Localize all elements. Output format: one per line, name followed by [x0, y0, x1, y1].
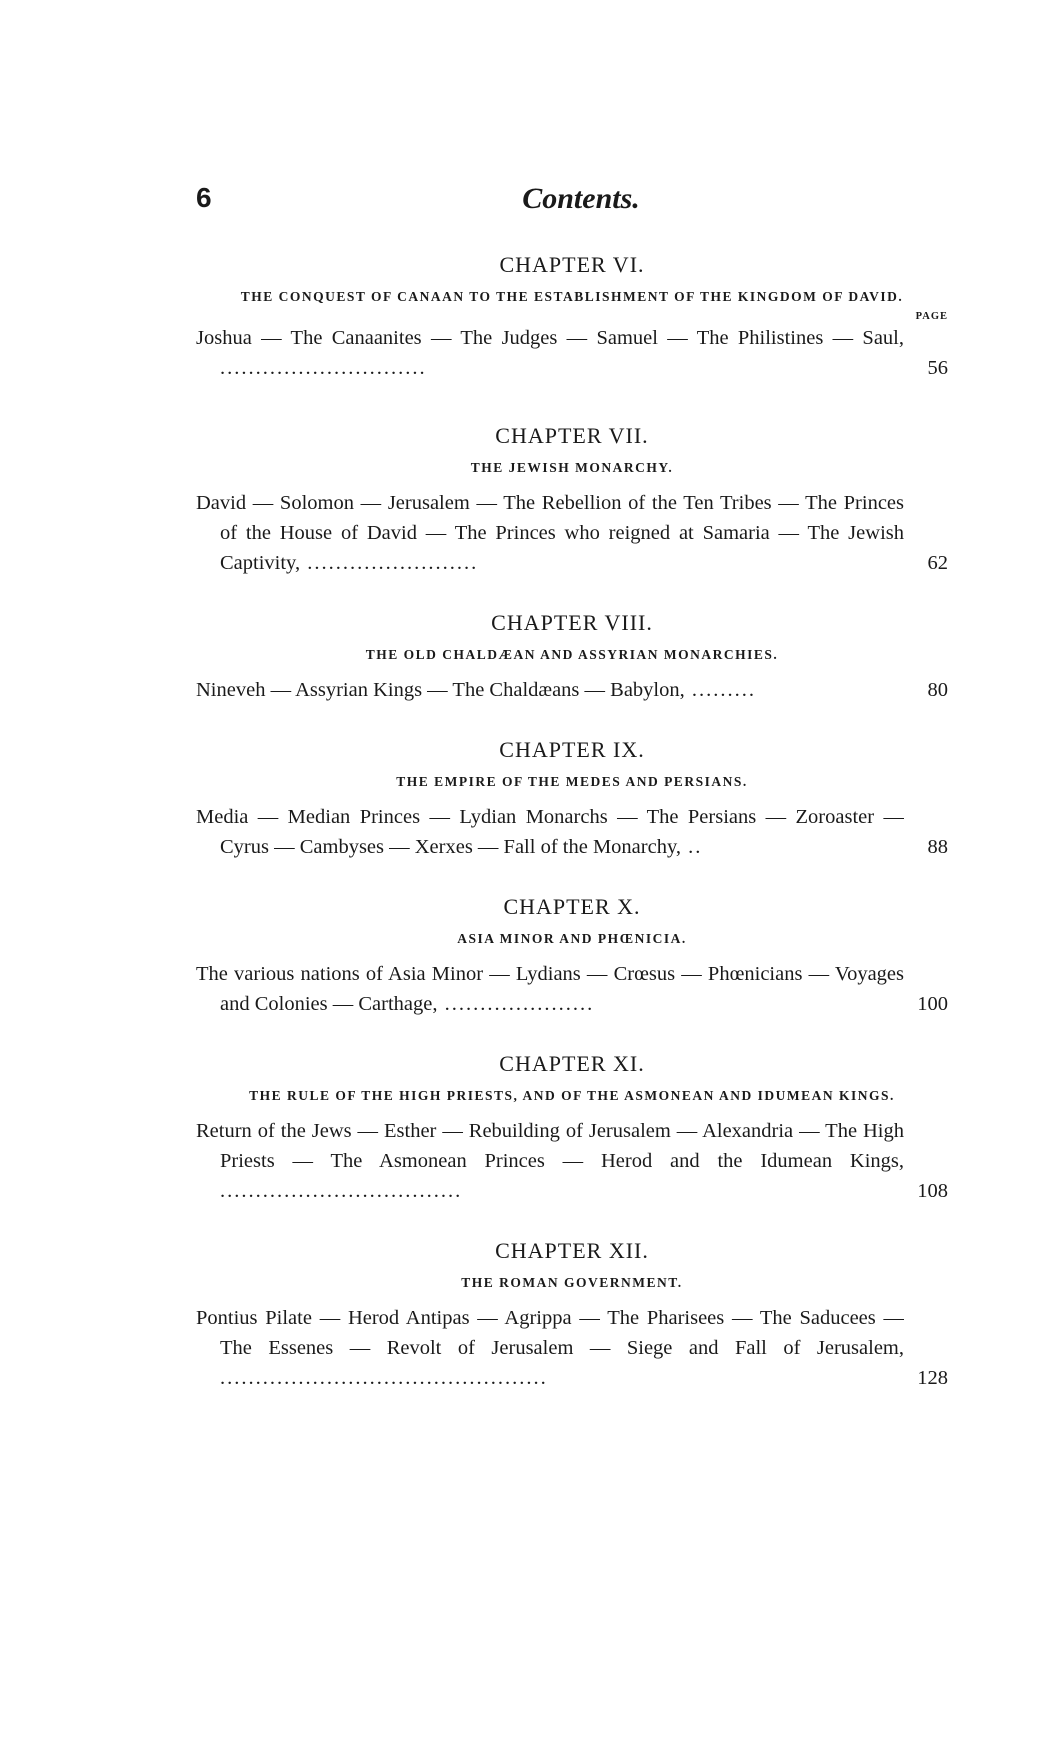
contents-entry	[196, 802, 948, 862]
chapter-section	[196, 250, 948, 383]
chapter-section	[196, 421, 948, 578]
leader-dots: .....................	[437, 993, 595, 1015]
contents-entry	[196, 675, 948, 705]
chapter-subtitle: THE OLD CHALDÆAN AND ASSYRIAN MONARCHIES.	[365, 647, 779, 662]
contents-entry	[196, 488, 948, 578]
entry-topics: Pontius Pilate — Herod Antipas — Agrippa — The Pharisees — The Saducees — The Essenes — Revolt of Jerusalem — Siege and Fall of Jerusalem,	[196, 1307, 904, 1359]
chapter-section	[196, 1049, 948, 1206]
entry-page-number: 100	[917, 993, 948, 1015]
entry-text	[196, 802, 904, 862]
chapter-heading: CHAPTER VI.	[499, 252, 645, 277]
leader-dots: ..	[681, 836, 703, 858]
chapter-section	[196, 892, 948, 1019]
entry-page-number: 88	[927, 836, 948, 858]
chapter-subtitle: THE EMPIRE OF THE MEDES AND PERSIANS.	[396, 774, 748, 789]
entry-page-number: 108	[917, 1180, 948, 1202]
entry-topics: Return of the Jews — Esther — Rebuilding of Jerusalem — Alexandria — The High Priests — The Asmonean Princes — Herod and the Idumean Kings,	[196, 1120, 904, 1172]
entry-text	[196, 488, 904, 578]
contents-entry	[196, 959, 948, 1019]
chapter-heading: CHAPTER IX.	[499, 737, 645, 762]
chapter-subtitle: ASIA MINOR AND PHŒNICIA.	[457, 931, 687, 946]
entry-topics: Nineveh — Assyrian Kings — The Chaldæans — Babylon,	[196, 679, 685, 701]
entry-text	[196, 675, 904, 705]
chapter-subtitle: THE RULE OF THE HIGH PRIESTS, AND OF THE ASMONEAN AND IDUMEAN KINGS.	[249, 1088, 895, 1103]
leader-dots: ..............................................	[220, 1367, 548, 1389]
chapter-heading: CHAPTER X.	[503, 894, 641, 919]
chapter-section	[196, 1236, 948, 1393]
entry-topics: David — Solomon — Jerusalem — The Rebellion of the Ten Tribes — The Princes of the House of David — The Princes who reigned at Samaria — The Jewish Captivity,	[196, 492, 904, 574]
entry-page-number: 128	[917, 1367, 948, 1389]
page-number: 6	[196, 182, 212, 213]
chapter-heading: CHAPTER VIII.	[491, 610, 653, 635]
entry-text	[196, 1116, 904, 1206]
entry-page-number: 56	[927, 357, 948, 379]
entry-text	[196, 959, 904, 1019]
entry-text	[196, 323, 904, 383]
chapter-subtitle: THE JEWISH MONARCHY.	[470, 460, 674, 475]
chapter-subtitle: THE CONQUEST OF CANAAN TO THE ESTABLISHMENT OF THE KINGDOM OF DAVID.	[240, 289, 904, 304]
contents-list	[196, 250, 948, 1393]
contents-entry	[196, 1303, 948, 1393]
leader-dots: .........	[684, 679, 756, 701]
entry-text	[196, 1303, 904, 1393]
leader-dots: ..................................	[220, 1180, 463, 1202]
entry-topics: Joshua — The Canaanites — The Judges — Samuel — The Philistines — Saul,	[196, 327, 904, 349]
entry-topics: The various nations of Asia Minor — Lydians — Crœsus — Phœnicians — Voyages and Colonies — Carthage,	[196, 963, 904, 1015]
leader-dots: ........................	[300, 552, 479, 574]
chapter-subtitle: THE ROMAN GOVERNMENT.	[461, 1275, 683, 1290]
entry-topics: Media — Median Princes — Lydian Monarchs — The Persians — Zoroaster — Cyrus — Cambyses — Xerxes — Fall of the Monarchy,	[196, 806, 904, 858]
entry-page-number: 80	[927, 679, 948, 701]
chapter-heading: CHAPTER XI.	[499, 1051, 645, 1076]
entry-page-number: 62	[927, 552, 948, 574]
leader-dots: .............................	[220, 357, 427, 379]
chapter-section	[196, 735, 948, 862]
contents-entry	[196, 1116, 948, 1206]
running-head	[196, 182, 946, 222]
page-column-label: PAGE	[915, 311, 948, 322]
chapter-section	[196, 608, 948, 705]
chapter-heading: CHAPTER XII.	[495, 1238, 649, 1263]
contents-entry	[196, 323, 948, 383]
page-title: Contents.	[522, 182, 640, 215]
chapter-heading: CHAPTER VII.	[495, 423, 649, 448]
